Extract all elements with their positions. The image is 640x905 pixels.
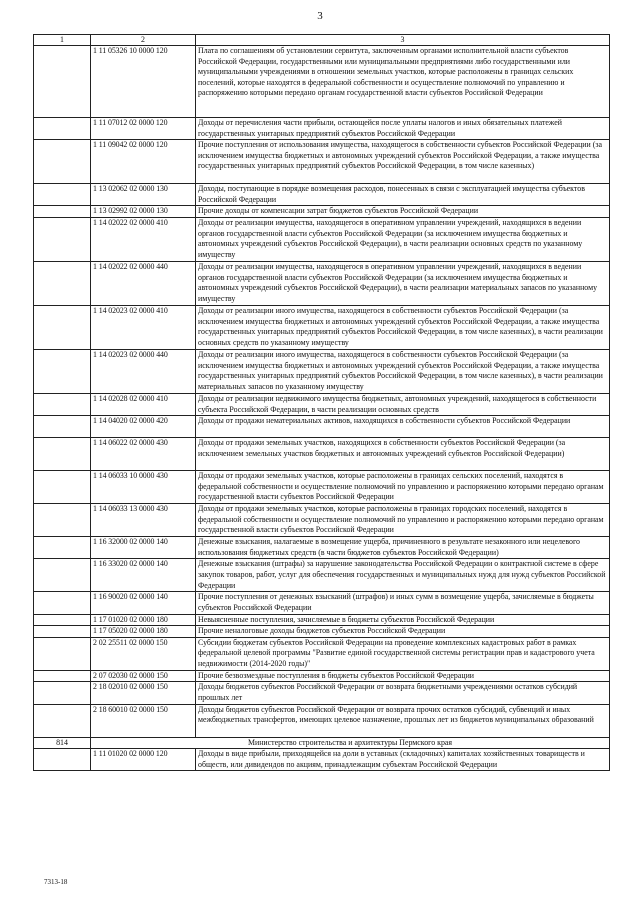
revenue-description-cell: Доходы от продажи земельных участков, находящихся в собственности субъектов Российской Федерации (за исключением земельных участков бюджетных и автономных учреждений субъектов Российской Федерации)	[196, 438, 610, 471]
revenue-description-cell: Денежные взыскания, налагаемые в возмещение ущерба, причиненного в результате незаконного или нецелевого использования бюджетных средств (в части бюджетов субъектов Российской Федерации)	[196, 537, 610, 559]
table-row	[34, 626, 610, 638]
admin-code-cell	[34, 704, 91, 737]
table-row	[34, 184, 610, 206]
admin-code-cell	[34, 682, 91, 704]
table-row	[34, 305, 610, 349]
revenue-code-cell: 1 16 32000 02 0000 140	[91, 537, 196, 559]
admin-code-cell	[34, 206, 91, 218]
revenue-code-cell: 1 14 06022 02 0000 430	[91, 438, 196, 471]
revenue-description-cell: Плата по соглашениям об установлении сервитута, заключенным органами исполнительной власти субъектов Российской Федерации, государственными или муниципальными предприятиями либо государственными или муниципальными учреждениями в отношении земельных участков, которые расположены в границах сельских поселений, которые находятся в федеральной собственности и осуществление полномочий по управлению и распоряжению которыми передано органам государственной власти субъектов Российской Федерации	[196, 46, 610, 118]
admin-code-cell	[34, 438, 91, 471]
revenue-description-cell: Прочие безвозмездные поступления в бюджеты субъектов Российской Федерации	[196, 670, 610, 682]
table-row	[34, 261, 610, 305]
revenue-code-cell: 1 14 06033 10 0000 430	[91, 471, 196, 504]
table-row	[34, 682, 610, 704]
revenue-code-cell: 1 11 05326 10 0000 120	[91, 46, 196, 118]
admin-code-cell	[34, 471, 91, 504]
revenue-description-cell: Прочие поступления от денежных взысканий (штрафов) и иных сумм в возмещение ущерба, зачисляемые в бюджеты субъектов Российской Федерации	[196, 592, 610, 614]
revenue-description-cell: Доходы от продажи нематериальных активов, находящихся в собственности субъектов Российской Федерации	[196, 416, 610, 438]
revenue-description-cell: Доходы от реализации недвижимого имущества бюджетных, автономных учреждений, находящегося в собственности субъекта Российской Федерации, в части реализации основных средств	[196, 393, 610, 415]
revenue-description-cell: Прочие неналоговые доходы бюджетов субъектов Российской Федерации	[196, 626, 610, 638]
revenue-description-cell: Доходы от продажи земельных участков, которые расположены в границах сельских поселений, находятся в федеральной собственности и осуществление полномочий по управлению и распоряжению которыми передано органам государственной власти субъектов Российской Федерации	[196, 471, 610, 504]
admin-code-cell	[34, 261, 91, 305]
admin-code-cell	[34, 670, 91, 682]
revenue-code-cell: 1 11 07012 02 0000 120	[91, 118, 196, 140]
admin-code-cell	[34, 217, 91, 261]
admin-code-cell	[34, 305, 91, 349]
ministry-admin-code: 814	[34, 737, 91, 749]
column-header: 1	[34, 35, 91, 46]
revenue-code-cell: 1 14 06033 13 0000 430	[91, 504, 196, 537]
table-row	[34, 749, 610, 771]
admin-code-cell	[34, 614, 91, 626]
table-row	[34, 704, 610, 737]
revenue-description-cell: Доходы от реализации иного имущества, находящегося в собственности субъектов Российской Федерации (за исключением имущества бюджетных и автономных учреждений субъектов Российской Федерации, а также имущества государственных унитарных предприятий субъектов Российской Федерации, в том числе казенных), в части реализации материальных запасов по указанному имуществу	[196, 349, 610, 393]
revenue-code-cell: 2 18 60010 02 0000 150	[91, 704, 196, 737]
admin-code-cell	[34, 559, 91, 592]
table-row	[34, 637, 610, 670]
revenue-description-cell: Доходы в виде прибыли, приходящейся на доли в уставных (складочных) капиталах хозяйственных товариществ и обществ, или дивидендов по акциям, принадлежащим субъектам Российской Федерации	[196, 749, 610, 771]
table-row	[34, 614, 610, 626]
table-body	[34, 35, 610, 771]
admin-code-cell	[34, 537, 91, 559]
table-row	[34, 118, 610, 140]
revenue-code-cell: 1 17 01020 02 0000 180	[91, 614, 196, 626]
admin-code-cell	[34, 749, 91, 771]
revenue-code-cell: 1 16 90020 02 0000 140	[91, 592, 196, 614]
page-number: 3	[317, 10, 323, 22]
revenue-description-cell: Невыясненные поступления, зачисляемые в бюджеты субъектов Российской Федерации	[196, 614, 610, 626]
revenue-code-cell: 1 14 02023 02 0000 440	[91, 349, 196, 393]
revenue-code-cell: 1 11 01020 02 0000 120	[91, 749, 196, 771]
revenue-code-cell: 1 14 02028 02 0000 410	[91, 393, 196, 415]
document-footer-code: 7313-18	[44, 878, 68, 886]
revenue-code-cell: 2 18 02010 02 0000 150	[91, 682, 196, 704]
revenue-code-cell: 2 07 02030 02 0000 150	[91, 670, 196, 682]
table-row	[34, 592, 610, 614]
table-row	[34, 217, 610, 261]
ministry-name: Министерство строительства и архитектуры Пермского края	[91, 737, 610, 749]
ministry-row	[34, 737, 610, 749]
revenue-code-cell: 1 13 02062 02 0000 130	[91, 184, 196, 206]
table-row	[34, 140, 610, 184]
table-row	[34, 393, 610, 415]
admin-code-cell	[34, 184, 91, 206]
table-row	[34, 438, 610, 471]
table-row	[34, 416, 610, 438]
revenue-description-cell: Доходы бюджетов субъектов Российской Федерации от возврата бюджетными учреждениями остатков субсидий прошлых лет	[196, 682, 610, 704]
revenue-description-cell: Прочие поступления от использования имущества, находящегося в собственности субъектов Российской Федерации (за исключением имущества бюджетных и автономных учреждений субъектов Российской Федерации, а также имущества государственных унитарных предприятий субъектов Российской Федерации, в том числе казенных)	[196, 140, 610, 184]
table-row	[34, 670, 610, 682]
table-row	[34, 206, 610, 218]
column-header: 2	[91, 35, 196, 46]
admin-code-cell	[34, 118, 91, 140]
revenue-description-cell: Доходы от продажи земельных участков, которые расположены в границах городских поселений, находятся в федеральной собственности и осуществление полномочий по управлению и распоряжению которыми передано органам государственной власти субъектов Российской Федерации	[196, 504, 610, 537]
revenue-description-cell: Прочие доходы от компенсации затрат бюджетов субъектов Российской Федерации	[196, 206, 610, 218]
revenue-description-cell: Доходы от реализации имущества, находящегося в оперативном управлении учреждений, находящихся в ведении органов государственной власти субъектов Российской Федерации (за исключением имущества бюджетных и автономных учреждений субъектов Российской Федерации), в части реализации основных средств по указанному имуществу	[196, 217, 610, 261]
admin-code-cell	[34, 46, 91, 118]
revenue-code-cell: 2 02 25511 02 0000 150	[91, 637, 196, 670]
revenue-description-cell: Доходы от реализации иного имущества, находящегося в собственности субъектов Российской Федерации (за исключением имущества бюджетных и автономных учреждений субъектов Российской Федерации, а также имущества государственных унитарных предприятий субъектов Российской Федерации, в том числе казенных), в части реализации основных средств по указанному имуществу	[196, 305, 610, 349]
table-row	[34, 559, 610, 592]
revenue-description-cell: Доходы от перечисления части прибыли, остающейся после уплаты налогов и иных обязательных платежей государственных унитарных предприятий субъектов Российской Федерации	[196, 118, 610, 140]
revenue-description-cell: Денежные взыскания (штрафы) за нарушение законодательства Российской Федерации о контрактной системе в сфере закупок товаров, работ, услуг для обеспечения государственных и муниципальных нужд для нужд субъектов Российской Федерации	[196, 559, 610, 592]
column-header: 3	[196, 35, 610, 46]
revenue-code-cell: 1 14 02022 02 0000 410	[91, 217, 196, 261]
admin-code-cell	[34, 637, 91, 670]
revenue-description-cell: Доходы бюджетов субъектов Российской Федерации от возврата прочих остатков субсидий, субвенций и иных межбюджетных трансфертов, имеющих целевое назначение, прошлых лет из бюджетов муниципальных образований	[196, 704, 610, 737]
table-header-row	[34, 35, 610, 46]
table-row	[34, 349, 610, 393]
table-row	[34, 504, 610, 537]
revenue-description-cell: Субсидии бюджетам субъектов Российской Федерации на проведение комплексных кадастровых работ в рамках федеральной целевой программы "Развитие единой государственной системы регистрации прав и кадастрового учета недвижимости (2014-2020 годы)"	[196, 637, 610, 670]
revenue-description-cell: Доходы, поступающие в порядке возмещения расходов, понесенных в связи с эксплуатацией имущества субъектов Российской Федерации	[196, 184, 610, 206]
revenue-code-cell: 1 13 02992 02 0000 130	[91, 206, 196, 218]
admin-code-cell	[34, 504, 91, 537]
table-row	[34, 471, 610, 504]
table-row	[34, 46, 610, 118]
budget-revenue-table	[33, 34, 610, 771]
admin-code-cell	[34, 626, 91, 638]
admin-code-cell	[34, 393, 91, 415]
admin-code-cell	[34, 416, 91, 438]
revenue-code-cell: 1 16 33020 02 0000 140	[91, 559, 196, 592]
admin-code-cell	[34, 140, 91, 184]
revenue-code-cell: 1 14 02023 02 0000 410	[91, 305, 196, 349]
revenue-code-cell: 1 14 04020 02 0000 420	[91, 416, 196, 438]
revenue-code-cell: 1 17 05020 02 0000 180	[91, 626, 196, 638]
admin-code-cell	[34, 349, 91, 393]
revenue-description-cell: Доходы от реализации имущества, находящегося в оперативном управлении учреждений, находящихся в ведении органов государственной власти субъектов Российской Федерации (за исключением имущества бюджетных и автономных учреждений субъектов Российской Федерации), в части реализации материальных запасов по указанному имуществу	[196, 261, 610, 305]
table-row	[34, 537, 610, 559]
admin-code-cell	[34, 592, 91, 614]
revenue-code-cell: 1 11 09042 02 0000 120	[91, 140, 196, 184]
revenue-code-cell: 1 14 02022 02 0000 440	[91, 261, 196, 305]
